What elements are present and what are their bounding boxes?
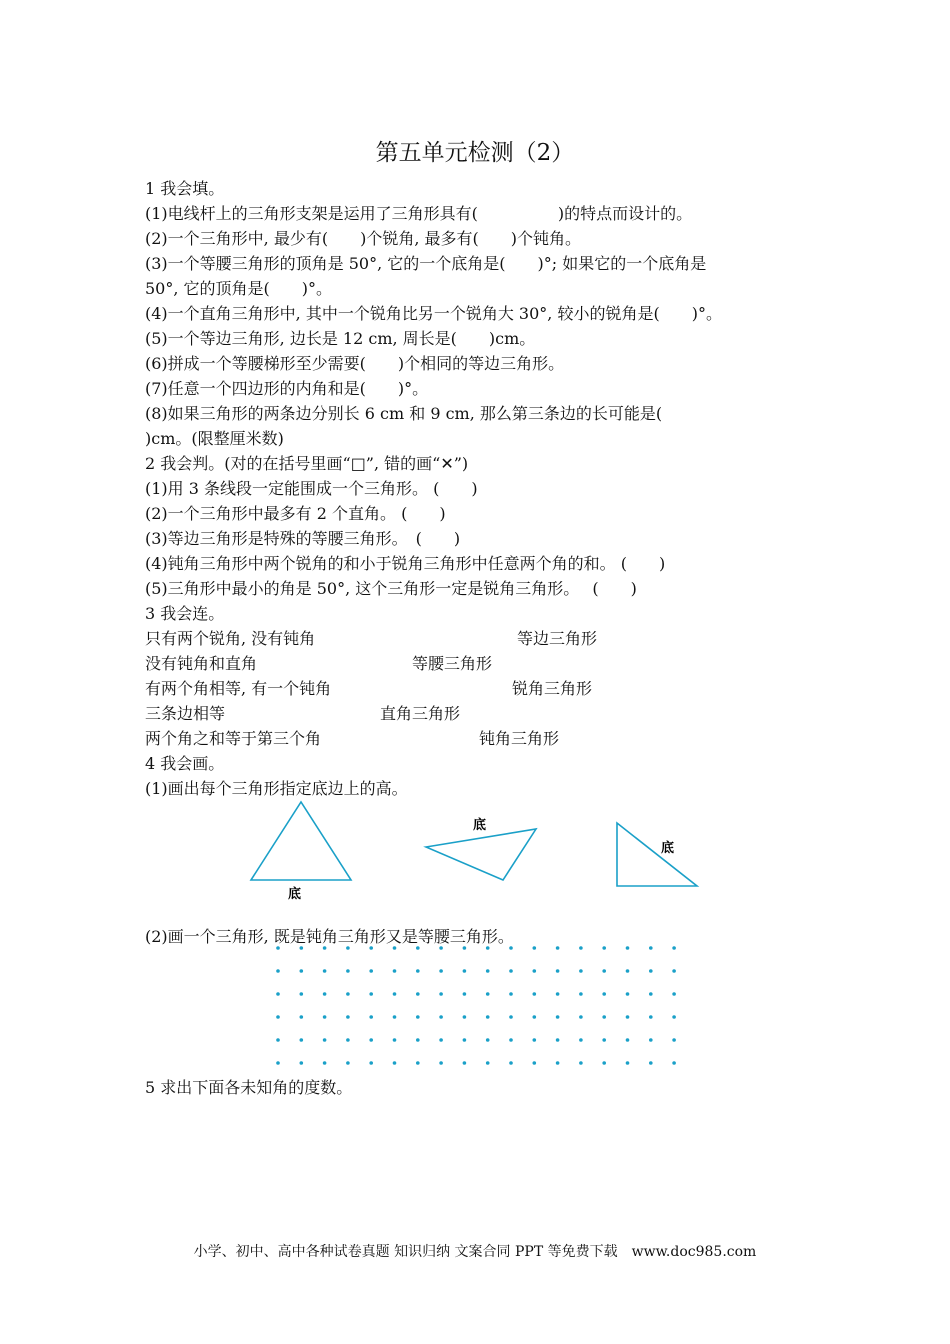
q3-right-item: 钝角三角形	[479, 729, 560, 748]
grid-dot	[393, 969, 397, 973]
grid-dot	[556, 992, 560, 996]
grid-dot	[672, 1015, 676, 1019]
grid-dot	[602, 969, 606, 973]
grid-dot	[276, 1038, 280, 1042]
q3-left-item: 有两个角相等, 有一个钝角	[145, 679, 332, 698]
q1-item: (7)任意一个四边形的内角和是( )°。	[145, 379, 429, 398]
grid-dot	[602, 946, 606, 950]
grid-dot	[463, 992, 467, 996]
grid-dot	[416, 1061, 420, 1065]
grid-dot	[649, 946, 653, 950]
grid-dot	[346, 1015, 350, 1019]
grid-dot	[579, 969, 583, 973]
q4-sub2: (2)画一个三角形, 既是钝角三角形又是等腰三角形。	[145, 927, 514, 946]
q2-item: (3)等边三角形是特殊的等腰三角形。 ( )	[145, 529, 461, 548]
grid-dot	[300, 1061, 304, 1065]
grid-dot	[416, 1015, 420, 1019]
q1-item: (2)一个三角形中, 最少有( )个锐角, 最多有( )个钝角。	[145, 229, 581, 248]
q3-right-item: 等腰三角形	[412, 654, 493, 673]
grid-dot	[393, 1061, 397, 1065]
grid-dot	[556, 1038, 560, 1042]
grid-dot	[602, 1038, 606, 1042]
grid-dot	[626, 969, 630, 973]
q1-item: (8)如果三角形的两条边分别长 6 cm 和 9 cm, 那么第三条边的长可能是(	[145, 404, 663, 423]
grid-dot	[579, 1061, 583, 1065]
grid-dot	[323, 1038, 327, 1042]
q1-item: (1)电线杆上的三角形支架是运用了三角形具有( )的特点而设计的。	[145, 204, 693, 223]
grid-dot	[533, 969, 537, 973]
q2-item: (5)三角形中最小的角是 50°, 这个三角形一定是锐角三角形。 ( )	[145, 579, 637, 598]
triangle-1	[251, 802, 351, 880]
grid-dot	[579, 946, 583, 950]
q2-item: (2)一个三角形中最多有 2 个直角。 ( )	[145, 504, 446, 523]
grid-dot	[369, 992, 373, 996]
grid-dot	[369, 969, 373, 973]
grid-dot	[649, 992, 653, 996]
q1-item: (5)一个等边三角形, 边长是 12 cm, 周长是( )cm。	[145, 329, 536, 348]
grid-dot	[276, 969, 280, 973]
q1-item: 50°, 它的顶角是( )°。	[145, 279, 333, 298]
q4-heading: 4 我会画。	[145, 754, 225, 773]
grid-dot	[626, 1038, 630, 1042]
grid-dot	[602, 992, 606, 996]
grid-dot	[509, 992, 513, 996]
grid-dot	[463, 1038, 467, 1042]
triangle-3-base-label: 底	[661, 841, 675, 856]
grid-dot	[416, 992, 420, 996]
q2-item: (1)用 3 条线段一定能围成一个三角形。 ( )	[145, 479, 478, 498]
grid-dot	[533, 1061, 537, 1065]
grid-dot	[346, 992, 350, 996]
grid-dot	[323, 969, 327, 973]
grid-dot	[369, 1015, 373, 1019]
triangle-1-base-label: 底	[288, 887, 302, 902]
grid-dot	[323, 992, 327, 996]
dot-grid[interactable]	[276, 946, 676, 1065]
grid-dot	[463, 1015, 467, 1019]
grid-dot	[533, 1038, 537, 1042]
grid-dot	[579, 1015, 583, 1019]
grid-dot	[439, 1061, 443, 1065]
grid-dot	[393, 992, 397, 996]
grid-dot	[649, 1061, 653, 1065]
grid-dot	[626, 1015, 630, 1019]
grid-dot	[393, 1038, 397, 1042]
q1-item: (4)一个直角三角形中, 其中一个锐角比另一个锐角大 30°, 较小的锐角是( )°。	[145, 304, 722, 323]
grid-dot	[486, 969, 490, 973]
grid-dot	[509, 1061, 513, 1065]
q3-left-item: 只有两个锐角, 没有钝角	[145, 629, 316, 648]
grid-dot	[369, 1038, 373, 1042]
page-title: 第五单元检测（2）	[375, 140, 575, 166]
grid-dot	[533, 992, 537, 996]
triangle-2-base-label: 底	[473, 818, 487, 833]
grid-dot	[300, 1038, 304, 1042]
grid-dot	[486, 1038, 490, 1042]
grid-dot	[486, 992, 490, 996]
grid-dot	[439, 1038, 443, 1042]
q3-right-item: 锐角三角形	[512, 679, 593, 698]
grid-dot	[439, 1015, 443, 1019]
grid-dot	[439, 992, 443, 996]
grid-dot	[439, 969, 443, 973]
grid-dot	[626, 992, 630, 996]
grid-dot	[602, 1061, 606, 1065]
grid-dot	[626, 1061, 630, 1065]
grid-dot	[346, 1061, 350, 1065]
q1-heading: 1 我会填。	[145, 179, 225, 198]
grid-dot	[579, 992, 583, 996]
q1-item: (6)拼成一个等腰梯形至少需要( )个相同的等边三角形。	[145, 354, 565, 373]
grid-dot	[556, 969, 560, 973]
grid-dot	[672, 969, 676, 973]
grid-dot	[509, 1038, 513, 1042]
q2-item: (4)钝角三角形中两个锐角的和小于锐角三角形中任意两个角的和。 ( )	[145, 554, 666, 573]
q2-heading: 2 我会判。(对的在括号里画“□”, 错的画“✕”)	[145, 454, 469, 473]
footer-text: 小学、初中、高中各种试卷真题 知识归纳 文案合同 PPT 等免费下载 www.doc985.com	[193, 1244, 757, 1260]
grid-dot	[649, 1015, 653, 1019]
grid-dot	[509, 1015, 513, 1019]
grid-dot	[649, 1038, 653, 1042]
grid-dot	[323, 1015, 327, 1019]
grid-dot	[602, 1015, 606, 1019]
grid-dot	[300, 992, 304, 996]
grid-dot	[579, 1038, 583, 1042]
grid-dot	[276, 1061, 280, 1065]
q3-left-item: 两个角之和等于第三个角	[145, 729, 322, 748]
triangle-3	[617, 823, 697, 886]
grid-dot	[276, 1015, 280, 1019]
q1-item: (3)一个等腰三角形的顶角是 50°, 它的一个底角是( )°; 如果它的一个底角是	[145, 254, 707, 273]
q3-heading: 3 我会连。	[145, 604, 225, 623]
grid-dot	[346, 969, 350, 973]
grid-dot	[626, 946, 630, 950]
q1-item: )cm。(限整厘米数)	[145, 429, 284, 448]
q3-left-item: 三条边相等	[145, 704, 226, 723]
grid-dot	[486, 1061, 490, 1065]
grid-dot	[556, 1061, 560, 1065]
grid-dot	[300, 969, 304, 973]
grid-dot	[533, 1015, 537, 1019]
grid-dot	[463, 1061, 467, 1065]
q5-heading: 5 求出下面各未知角的度数。	[145, 1078, 353, 1097]
grid-dot	[416, 969, 420, 973]
grid-dot	[346, 1038, 350, 1042]
grid-dot	[672, 992, 676, 996]
grid-dot	[486, 1015, 490, 1019]
grid-dot	[416, 1038, 420, 1042]
grid-dot	[323, 1061, 327, 1065]
grid-dot	[300, 1015, 304, 1019]
grid-dot	[556, 946, 560, 950]
grid-dot	[649, 969, 653, 973]
grid-dot	[672, 946, 676, 950]
grid-dot	[509, 969, 513, 973]
grid-dot	[393, 1015, 397, 1019]
grid-dot	[672, 1038, 676, 1042]
q3-left-item: 没有钝角和直角	[145, 654, 258, 673]
q4-sub1: (1)画出每个三角形指定底边上的高。	[145, 779, 408, 798]
grid-dot	[556, 1015, 560, 1019]
triangle-2	[426, 829, 536, 880]
q3-right-item: 直角三角形	[380, 704, 461, 723]
grid-dot	[276, 992, 280, 996]
grid-dot	[369, 1061, 373, 1065]
grid-dot	[533, 946, 537, 950]
q3-right-item: 等边三角形	[517, 629, 598, 648]
grid-dot	[672, 1061, 676, 1065]
grid-dot	[463, 969, 467, 973]
